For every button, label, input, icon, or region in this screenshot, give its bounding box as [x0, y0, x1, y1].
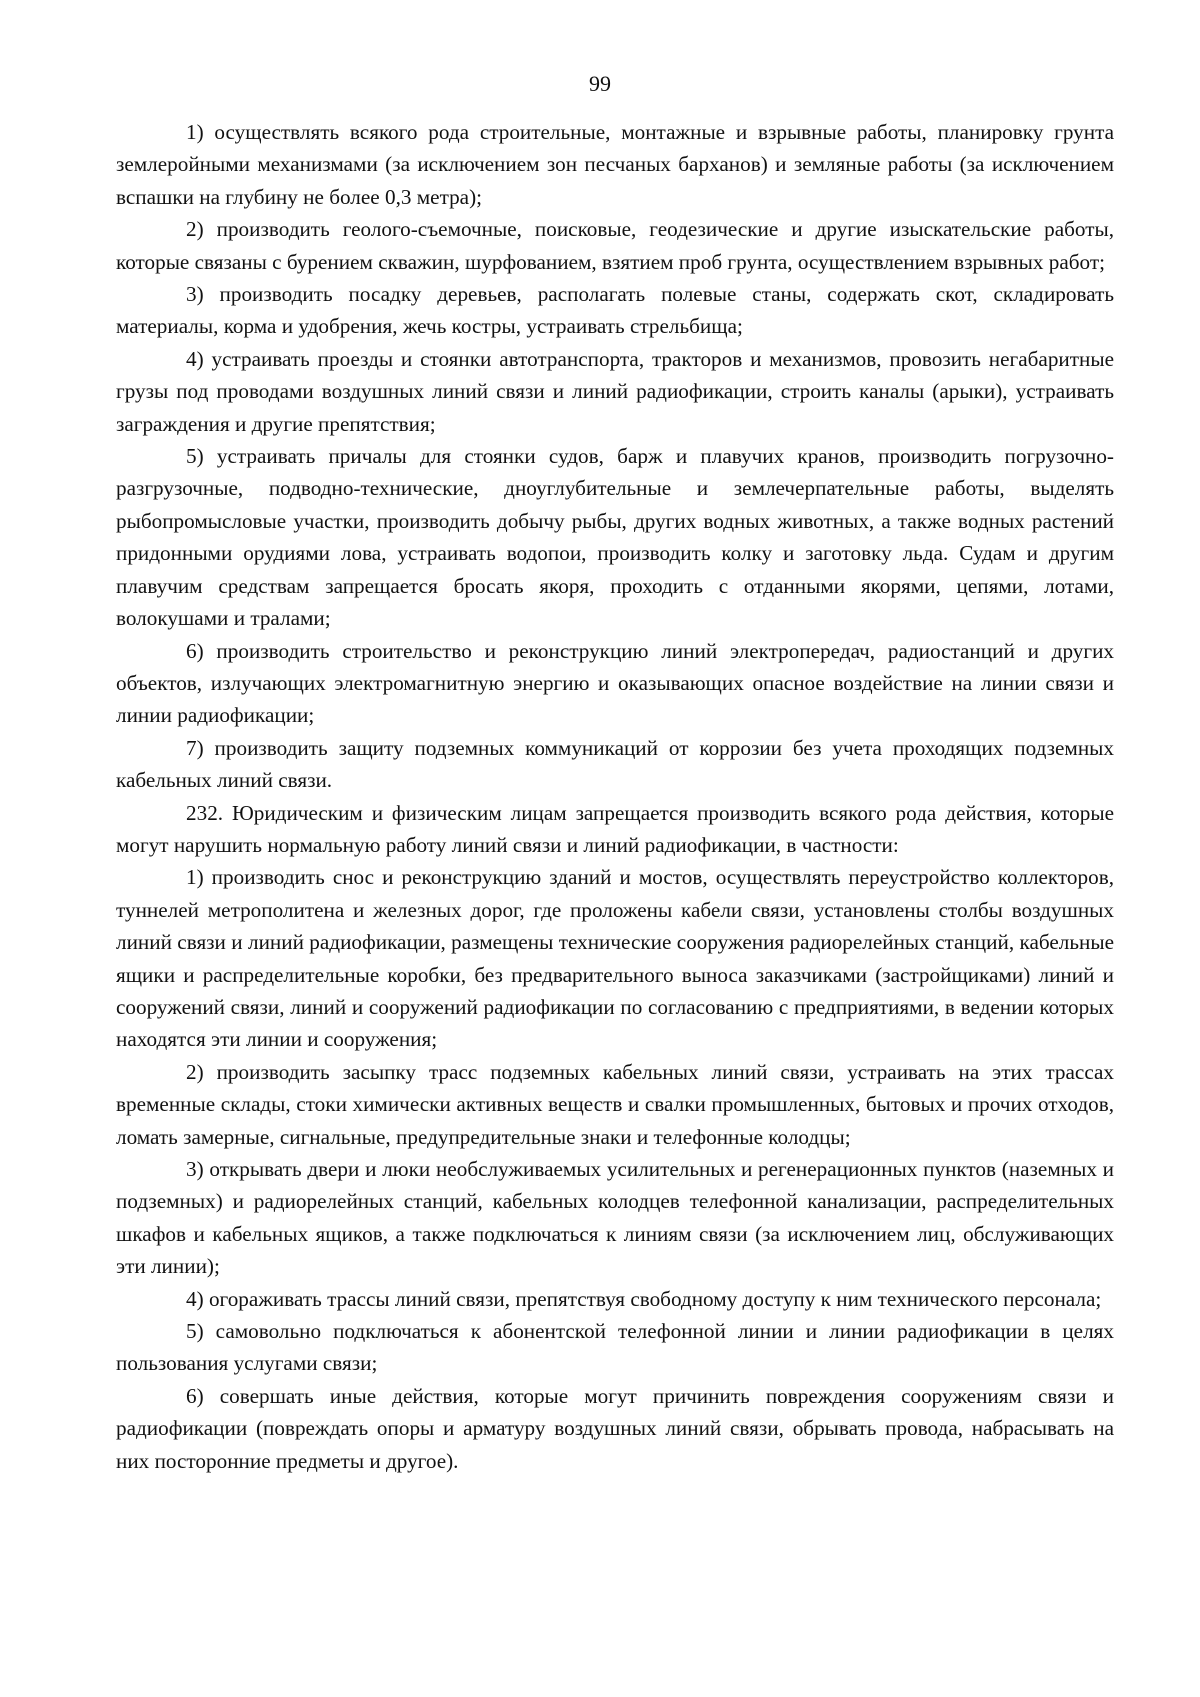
- paragraph-item-2: 2) производить геолого-съемочные, поисковые, геодезические и другие изыскательские работы, которые связаны с бурением скважин, шурфованием, взятием проб грунта, осуществлением взрывных работ;: [116, 217, 1114, 274]
- page-number: 99: [589, 71, 611, 96]
- paragraph-item-4: 4) устраивать проезды и стоянки автотранспорта, тракторов и механизмов, провозить негабаритные грузы под проводами воздушных линий связи и линий радиофикации, строить каналы (арыки), устраивать заграждения и другие препятствия;: [116, 346, 1114, 436]
- paragraph-232-item-4: 4) огораживать трассы линий связи, препятствуя свободному доступу к ним технического персонала;: [186, 1286, 1102, 1311]
- paragraph-232-item-5: 5) самовольно подключаться к абонентской телефонной линии и линии радиофикации в целях пользования услугами связи;: [116, 1319, 1114, 1376]
- paragraph-item-6: 6) производить строительство и реконструкцию линий электропередач, радиостанций и других объектов, излучающих электромагнитную энергию и оказывающих опасное воздействие на линии связи и линии радиофикации;: [116, 638, 1114, 728]
- paragraph-item-1: 1) осуществлять всякого рода строительные, монтажные и взрывные работы, планировку грунта землеройными механизмами (за исключением зон песчаных барханов) и земляные работы (за исключением вспашки на глубину не более 0,3 метра);: [116, 120, 1114, 209]
- paragraph-item-7: 7) производить защиту подземных коммуникаций от коррозии без учета проходящих подземных кабельных линий связи.: [116, 735, 1114, 793]
- paragraph-232-item-6: 6) совершать иные действия, которые могут причинить повреждения сооружениям связи и радиофикации (повреждать опоры и арматуру воздушных линий связи, обрывать провода, набрасывать на них посторонние предметы и другое).: [116, 1383, 1114, 1473]
- paragraph-section-232: 232. Юридическим и физическим лицам запрещается производить всякого рода действия, которые могут нарушить нормальную работу линий связи и линий радиофикации, в частности:: [116, 800, 1114, 857]
- paragraph-item-5: 5) устраивать причалы для стоянки судов, барж и плавучих кранов, производить погрузочно-разгрузочные, подводно-технические, дноуглубительные и землечерпательные работы, выделять рыбопромысловые участки, производить добычу рыбы, других водных животных, а также водных растений придонными орудиями лова, устраивать водопои, производить колку и заготовку льда. Судам и другим плавучим средствам запрещается бросать якоря, проходить с отданными якорями, цепями, лотами, волокушами и тралами;: [116, 444, 1114, 631]
- paragraph-232-item-2: 2) производить засыпку трасс подземных кабельных линий связи, устраивать на этих трассах временные склады, стоки химически активных веществ и свалки промышленных, бытовых и прочих отходов, ломать замерные, сигнальные, предупредительные знаки и телефонные колодцы;: [116, 1059, 1114, 1149]
- paragraph-232-item-3: 3) открывать двери и люки необслуживаемых усилительных и регенерационных пунктов (наземных и подземных) и радиорелейных станций, кабельных колодцев телефонной канализации, распределительных шкафов и кабельных ящиков, а также подключаться к линиям связи (за исключением лиц, обслуживающих эти линии);: [116, 1157, 1114, 1279]
- paragraph-232-item-1: 1) производить снос и реконструкцию зданий и мостов, осуществлять переустройство коллекторов, туннелей метрополитена и железных дорог, где проложены кабели связи, установлены столбы воздушных линий связи и линий радиофикации, размещены технические сооружения радиорелейных станций, кабельные ящики и распределительные коробки, без предварительного выноса заказчиками (застройщиками) линий и сооружений связи, линий и сооружений радиофикации по согласованию с предприятиями, в ведении которых находятся эти линии и сооружения;: [116, 865, 1114, 1052]
- paragraph-item-3: 3) производить посадку деревьев, располагать полевые станы, содержать скот, складировать материалы, корма и удобрения, жечь костры, устраивать стрельбища;: [116, 282, 1114, 339]
- document-body: [116, 116, 1114, 1477]
